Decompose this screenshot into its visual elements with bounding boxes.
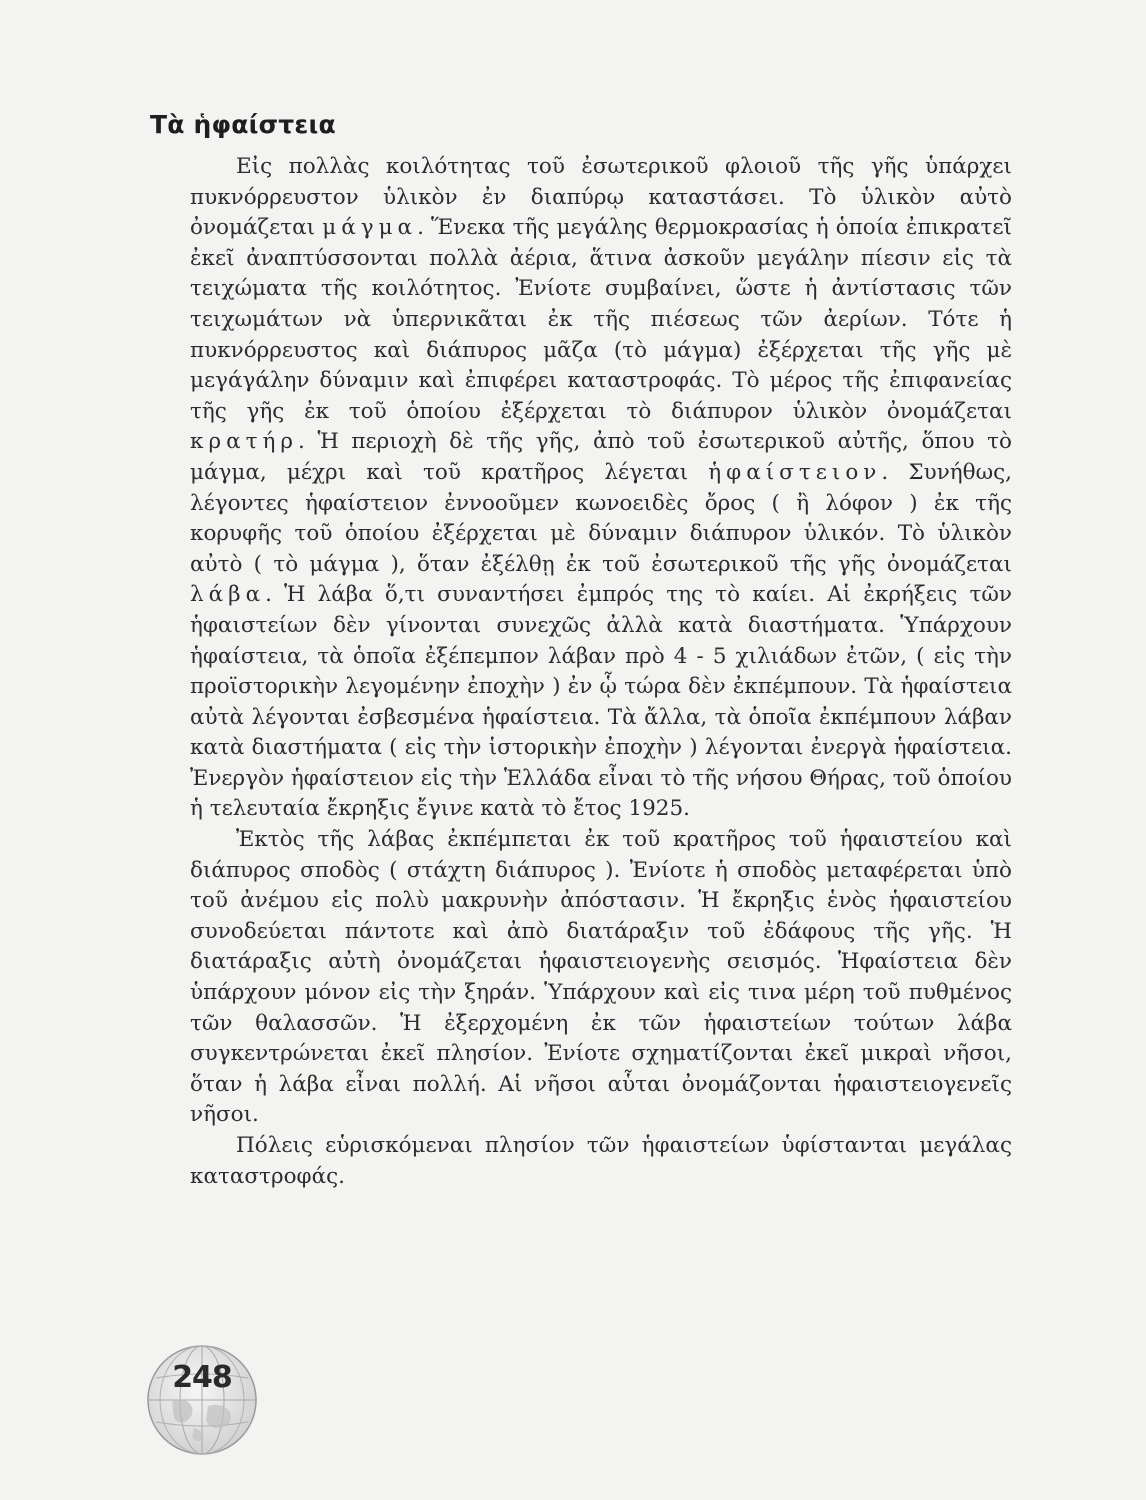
page-number-badge xyxy=(142,1340,262,1460)
paragraph-1-sentence-3: . Ἡ περιοχὴ δὲ τῆς γῆς, ἀπὸ τοῦ ἐσωτερικοῦ αὐτῆς, ὅπου τὸ μάγμα, μέχρι καὶ τοῦ κρατῆρος λέγεται xyxy=(190,429,1012,485)
paragraph-2: Ἐκτὸς τῆς λάβας ἐκπέμπεται ἐκ τοῦ κρατῆρος τοῦ ἡφαιστείου καὶ διάπυρος σποδὸς ( στάχτη διάπυρος ). Ἐνίοτε ἡ σποδὸς μεταφέρεται ὑπὸ τοῦ ἀνέμου εἰς πολὺ μακρυνὴν ἀπόστασιν. Ἡ ἔκρηξις ἑνὸς ἡφαιστείου συνοδεύεται πάντοτε καὶ ἀπὸ διατάραξιν τοῦ ἐδάφους τῆς γῆς. Ἡ διατάραξις αὐτὴ ὀνομάζεται ἡφαιστειογενὴς σεισμός. Ἡφαίστεια δὲν ὑπάρχουν μόνον εἰς τὴν ξηράν. Ὑπάρχουν καὶ εἰς τινα μέρη τοῦ πυθμένος τῶν θαλασσῶν. Ἡ ἐξερχομένη ἐκ τῶν ἡφαιστείων τούτων λάβα συγκεντρώνεται ἐκεῖ πλησίον. Ἐνίοτε σχηματίζονται ἐκεῖ μικραὶ νῆσοι, ὅταν ἡ λάβα εἶναι πολλή. Αἱ νῆσοι αὗται ὀνομάζονται ἡφαιστειογενεῖς νῆσοι. xyxy=(190,827,1012,1128)
section-heading: Τὰ ἡφαίστεια xyxy=(150,110,336,139)
paragraph-1 xyxy=(190,152,1012,825)
paragraph-3: Πόλεις εὑρισκόμεναι πλησίον τῶν ἡφαιστείων ὑφίστανται μεγάλας καταστροφάς. xyxy=(190,1133,1012,1189)
term-magma: μάγμα xyxy=(322,215,418,241)
body-text xyxy=(190,152,1012,1192)
paragraph-1-sentence-1: Εἰς πολλὰς κοιλότητας τοῦ ἐσωτερικοῦ φλοιοῦ τῆς γῆς ὑπάρχει πυκνόρρευστον ὑλικὸν ἐν διαπύρῳ καταστάσει. Τὸ ὑλικὸν αὐτὸ ὀνομάζεται xyxy=(190,154,1012,241)
term-volcano: ἡφαίστειον xyxy=(708,459,882,485)
term-crater: κρατήρ xyxy=(190,429,299,455)
paragraph-1-sentence-4: . Συνήθως, λέγοντες ἡφαίστειον ἐννοοῦμεν κωνοειδὲς ὄρος ( ἢ λόφον ) ἐκ τῆς κορυφῆς τοῦ ὁποίου ἐξέρχεται μὲ δύναμιν διάπυρον ὑλικόν. Τὸ ὑλικὸν αὐτὸ ( τὸ μάγμα ), ὅταν ἐξέλθῃ ἐκ τοῦ ἐσωτερικοῦ τῆς γῆς ὀνομάζεται xyxy=(190,459,1013,577)
term-lava: λάβα xyxy=(190,582,266,608)
globe-icon xyxy=(142,1340,262,1460)
paragraph-1-sentence-5: . Ἡ λάβα ὅ,τι συναντήσει ἐμπρός της τὸ καίει. Αἱ ἐκρήξεις τῶν ἡφαιστείων δὲν γίνονται συνεχῶς ἀλλὰ κατὰ διαστήματα. Ὑπάρχουν ἡφαίστεια, τὰ ὁποῖα ἐξέπεμπον λάβαν πρὸ 4 - 5 χιλιάδων ἐτῶν, ( εἰς τὴν προϊστορικὴν λεγομένην ἐποχὴν ) ἐν ᾧ τώρα δὲν ἐκπέμπουν. Τὰ ἡφαίστεια αὐτὰ λέγονται ἐσβεσμένα ἡφαίστεια. Τὰ ἄλλα, τὰ ὁποῖα ἐκπέμπουν λάβαν κατὰ διαστήματα ( εἰς τὴν ἱστορικὴν ἐποχὴν ) λέγονται ἐνεργὰ ἡφαίστεια. Ἐνεργὸν ἡφαίστειον εἰς τὴν Ἑλλάδα εἶναι τὸ τῆς νήσου Θήρας, τοῦ ὁποίου ἡ τελευταία ἔκρηξις ἔγινε κατὰ τὸ ἔτος 1925. xyxy=(190,582,1012,822)
page-number: 248 xyxy=(172,1360,232,1395)
paragraph-1-sentence-2: . Ἕνεκα τῆς μεγάλης θερμοκρασίας ἡ ὁποία ἐπικρατεῖ ἐκεῖ ἀναπτύσσονται πολλὰ ἀέρια, ἅτινα ἀσκοῦν μεγάλην πίεσιν εἰς τὰ τειχώματα τῆς κοιλότητος. Ἐνίοτε συμβαίνει, ὥστε ἡ ἀντίστασις τῶν τειχωμάτων νὰ ὑπερνικᾶται ἐκ τῆς πιέσεως τῶν ἀερίων. Τότε ἡ πυκνόρρευστος καὶ διάπυρος μᾶζα (τὸ μάγμα) ἐξέρχεται τῆς γῆς μὲ μεγάγάλην δύναμιν καὶ ἐπιφέρει καταστροφάς. Τὸ μέρος τῆς ἐπιφανείας τῆς γῆς ἐκ τοῦ ὁποίου ἐξέρχεται τὸ διάπυρον ὑλικὸν ὀνομάζεται xyxy=(190,215,1012,424)
